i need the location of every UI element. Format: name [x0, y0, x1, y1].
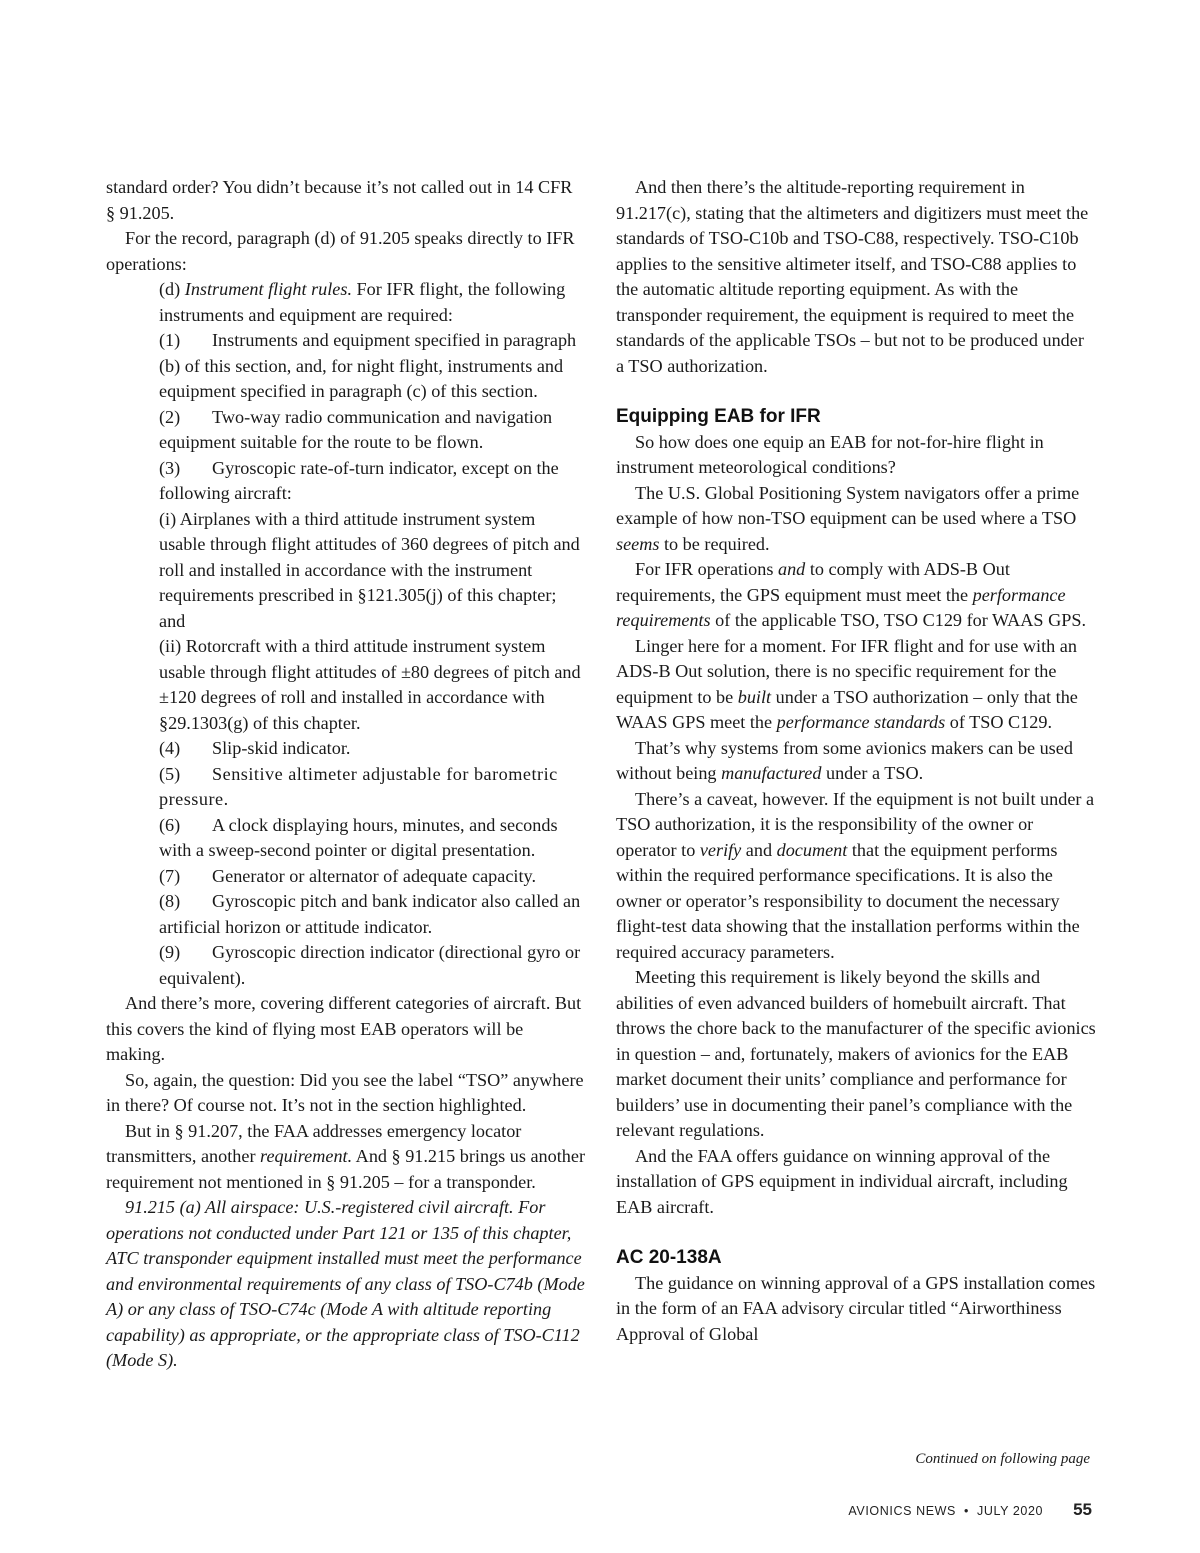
- continued-note: Continued on following page: [915, 1451, 1090, 1467]
- list-item-number: (4): [159, 738, 181, 758]
- list-item: [159, 864, 586, 890]
- paragraph: [616, 557, 1096, 634]
- list-item: [159, 328, 586, 405]
- paragraph-text: For IFR operations: [635, 559, 778, 579]
- emphasis: performance requirements: [616, 584, 1066, 630]
- list-item: [159, 736, 586, 762]
- list-item-text: Gyroscopic rate-of-turn indicator, except on the following aircraft:: [159, 457, 559, 503]
- paragraph-text: to be required.: [659, 533, 770, 554]
- regulation-quote-91-215: 91.215 (a) All airspace: U.S.-registered civil aircraft. For operations not conducted under Part 121 or 135 of this chapter, ATC transponder equipment installed must meet the performance and environmental requirements of any class of TSO-C74b (Mode A) or any class of TSO-C74c (Mode A with altitude reporting capability) as appropriate, or the appropriate class of TSO-C112 (Mode S).: [106, 1197, 585, 1370]
- list-item-number: (7): [159, 865, 181, 886]
- list-item-text: Gyroscopic pitch and bank indicator also called an artificial horizon or attitude indicator.: [159, 891, 581, 937]
- issue-date: JULY 2020: [976, 1504, 1044, 1518]
- list-item-number: (3): [159, 457, 181, 478]
- list-item-number: (9): [159, 942, 181, 962]
- left-column: [106, 175, 586, 1374]
- regulation-quote-d: [159, 277, 586, 328]
- list-item-text: Two-way radio communication and navigation equipment suitable for the route to be flown.: [159, 406, 553, 452]
- right-column: [616, 175, 1096, 1347]
- page-footer: [848, 1500, 1092, 1520]
- sub-item-i: (i) Airplanes with a third attitude instrument system usable through flight attitudes of 360 degrees of pitch and roll and installed in accordance with the instrument requirements prescribed in §121.305(j) of this chapter; and: [159, 508, 580, 631]
- list-item: [159, 762, 586, 813]
- emphasis: manufactured: [721, 763, 822, 783]
- quote-prefix: (d): [159, 279, 185, 299]
- list-item: [159, 405, 586, 456]
- paragraph: Meeting this requirement is likely beyond the skills and abilities of even advanced builders of homebuilt aircraft. That throws the chore back to the manufacturer of the specific avionics in question – and, fortunately, makers of avionics for the EAB market document their units’ compliance and performance for builders’ use in documenting their panel’s compliance with the relevant regulations.: [616, 967, 1096, 1140]
- paragraph: standard order? You didn’t because it’s not called out in 14 CFR § 91.205.: [106, 177, 573, 223]
- emphasis: document: [776, 839, 848, 860]
- paragraph: And then there’s the altitude-reporting requirement in 91.217(c), stating that the altimeters and digitizers must meet the standards of TSO-C10b and TSO-C88, respectively. TSO-C10b applies to the sensitive altimeter itself, and TSO-C88 applies to the automatic altitude reporting equipment. As with the transponder requirement, the equipment is required to meet the standards of the applicable TSOs – but not to be produced under a TSO authorization.: [616, 177, 1089, 376]
- paragraph-text: But in § 91.207, the FAA addresses emergency locator transmitters, another: [106, 1120, 522, 1166]
- emphasis: seems: [616, 533, 660, 554]
- emphasis: built: [737, 686, 772, 707]
- paragraph-text: under a TSO.: [821, 763, 924, 783]
- paragraph-text: under a TSO authorization – only that the WAAS GPS meet the: [616, 686, 1078, 732]
- paragraph-text: to comply with ADS-B Out requirements, the GPS equipment must meet the: [616, 559, 1010, 605]
- paragraph-text: of the applicable TSO, TSO C129 for WAAS GPS.: [710, 610, 1086, 630]
- list-item-text: Generator or alternator of adequate capacity.: [212, 865, 536, 886]
- paragraph: The guidance on winning approval of a GPS installation comes in the form of an FAA advisory circular titled “Airworthiness Approval of Global: [616, 1272, 1096, 1344]
- page-number: 55: [1073, 1500, 1092, 1519]
- sub-item-ii: (ii) Rotorcraft with a third attitude instrument system usable through flight attitudes of ±80 degrees of pitch and ±120 degrees of roll and installed in accordance with §29.1303(g) of this chapter.: [159, 636, 581, 733]
- list-item-text: Sensitive altimeter adjustable for barometric pressure.: [159, 763, 558, 809]
- list-item-number: (2): [159, 406, 181, 427]
- quote-italic: Instrument flight rules.: [184, 279, 352, 299]
- list-item-number: (8): [159, 891, 181, 911]
- paragraph: [616, 787, 1096, 966]
- paragraph: So, again, the question: Did you see the label “TSO” anywhere in there? Of course not. It’s not in the section highlighted.: [106, 1069, 584, 1115]
- emphasis: requirement.: [260, 1146, 353, 1166]
- paragraph: So how does one equip an EAB for not-for-hire flight in instrument meteorological conditions?: [616, 431, 1044, 477]
- list-item-text: Gyroscopic direction indicator (directional gyro or equivalent).: [159, 942, 581, 988]
- paragraph: And the FAA offers guidance on winning approval of the installation of GPS equipment in individual aircraft, including EAB aircraft.: [616, 1145, 1068, 1217]
- list-item: [159, 889, 586, 940]
- paragraph: [106, 1119, 586, 1196]
- section-heading-ac: AC 20-138A: [616, 1247, 722, 1268]
- list-item-number: (6): [159, 814, 181, 835]
- paragraph: [616, 634, 1096, 736]
- paragraph: [616, 736, 1096, 787]
- list-item-number: (5): [159, 763, 181, 784]
- paragraph: [616, 481, 1096, 558]
- list-item: [159, 813, 586, 864]
- paragraph-text: There’s a caveat, however. If the equipment is not built under a TSO authorization, it is the responsibility of the owner or operator to: [616, 788, 1095, 860]
- list-item-text: Instruments and equipment specified in paragraph (b) of this section, and, for night flight, instruments and equipment specified in paragraph (c) of this section.: [159, 330, 577, 401]
- paragraph-text: of TSO C129.: [945, 712, 1052, 732]
- emphasis: verify: [699, 839, 742, 860]
- emphasis: performance standards: [776, 712, 946, 732]
- list-item-number: (1): [159, 330, 181, 350]
- paragraph-text: And § 91.215 brings us another requirement not mentioned in § 91.205 – for a transponder.: [106, 1146, 586, 1192]
- footer-bullet: •: [964, 1504, 969, 1518]
- list-item-text: Slip-skid indicator.: [212, 738, 351, 758]
- publication-name: AVIONICS NEWS: [848, 1504, 956, 1518]
- paragraph-text: and: [741, 839, 777, 860]
- list-item: [159, 940, 586, 991]
- list-item-text: A clock displaying hours, minutes, and seconds with a sweep-second pointer or digital presentation.: [159, 814, 558, 860]
- quote-text: For IFR flight, the following instruments and equipment are required:: [159, 279, 566, 325]
- section-heading-equipping: Equipping EAB for IFR: [616, 406, 821, 427]
- paragraph-text: The U.S. Global Positioning System navigators offer a prime example of how non-TSO equipment can be used where a TSO: [616, 482, 1080, 528]
- list-item: [159, 456, 586, 507]
- paragraph-text: that the equipment performs within the required performance specifications. It is also the owner or operator’s responsibility to document the necessary flight-test data showing that the installation performs within the required accuracy parameters.: [616, 839, 1080, 962]
- paragraph: And there’s more, covering different categories of aircraft. But this covers the kind of flying most EAB operators will be making.: [106, 993, 582, 1064]
- paragraph-text: That’s why systems from some avionics makers can be used without being: [616, 737, 1073, 783]
- paragraph: For the record, paragraph (d) of 91.205 speaks directly to IFR operations:: [106, 228, 575, 274]
- emphasis: and: [777, 559, 806, 579]
- paragraph-text: Linger here for a moment. For IFR flight and for use with an ADS-B Out solution, there is no specific requirement for the equipment to be: [616, 635, 1077, 707]
